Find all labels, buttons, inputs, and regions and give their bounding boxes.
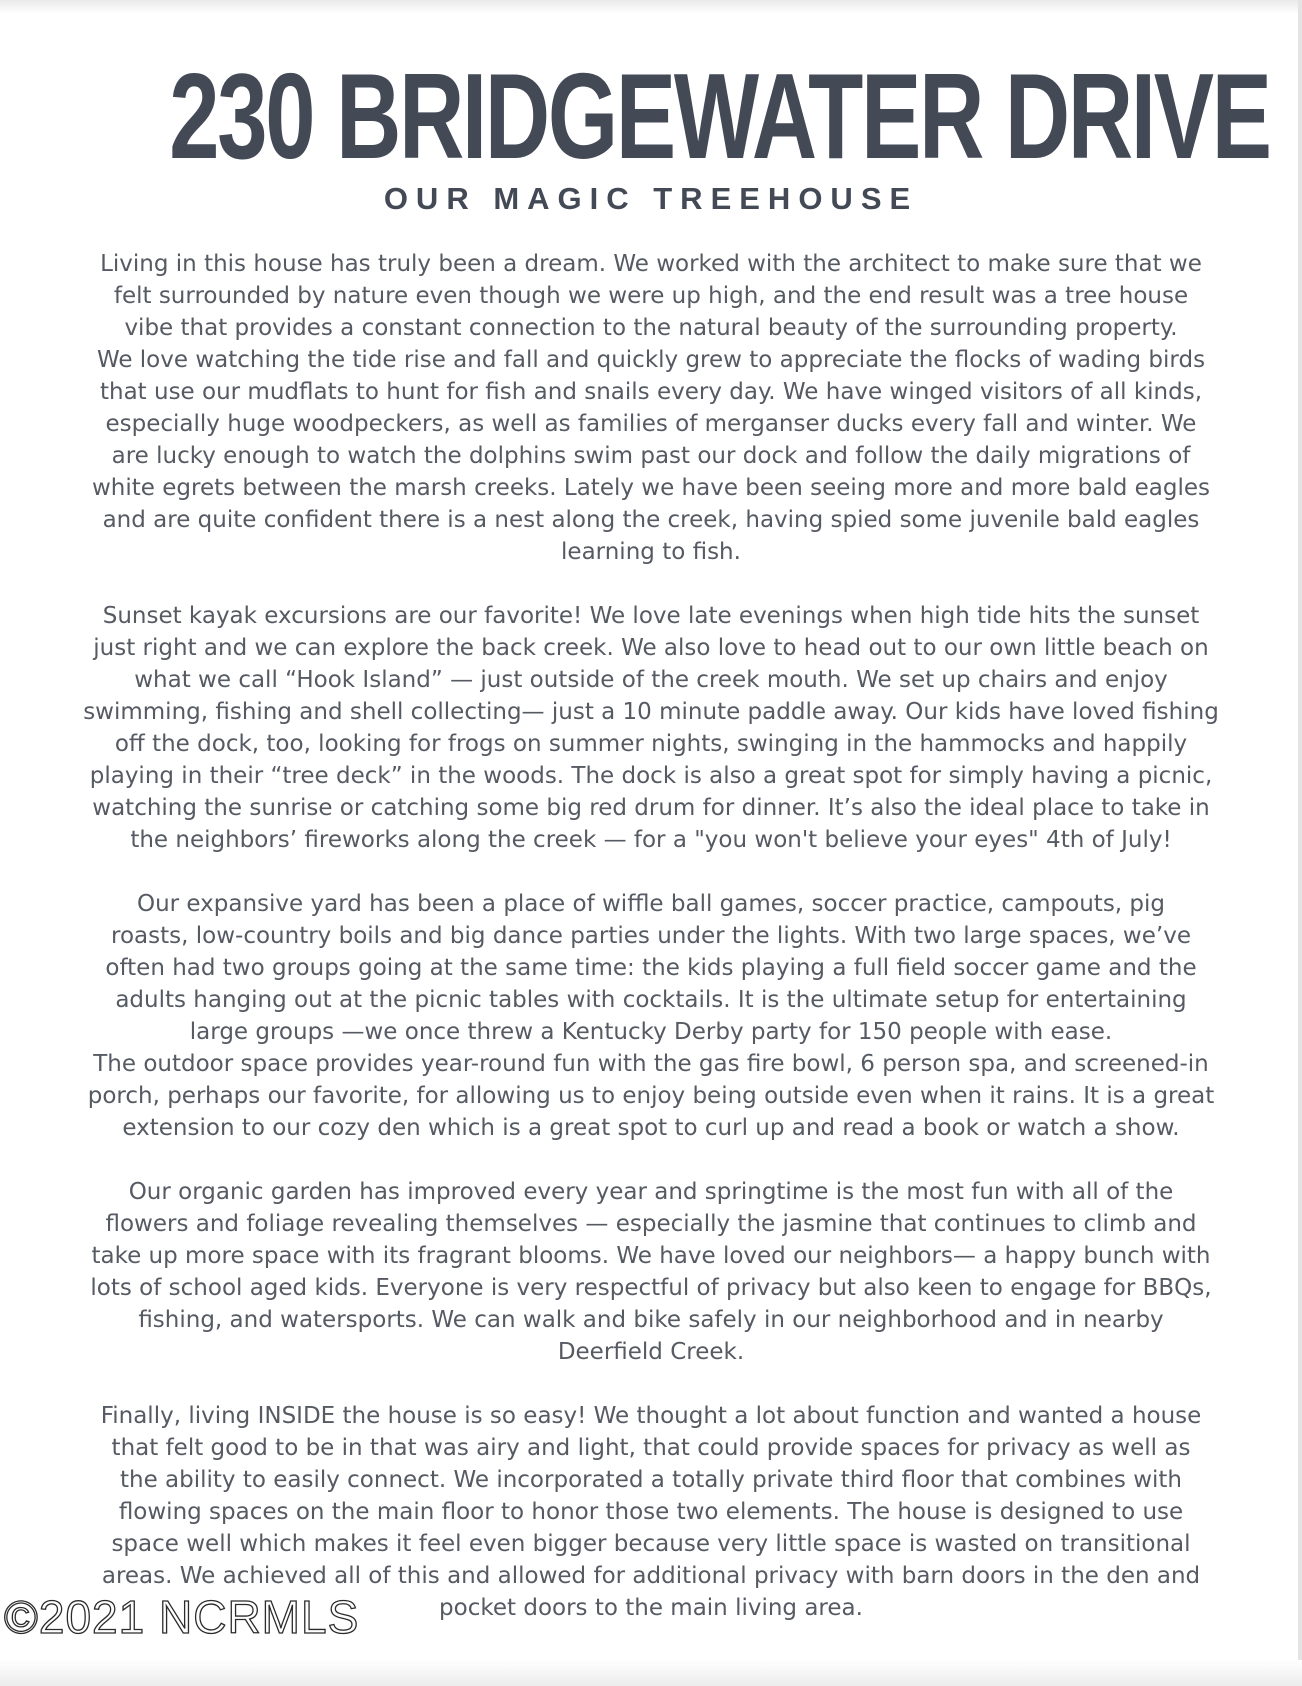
top-shadow bbox=[0, 0, 1302, 14]
bottom-shadow bbox=[0, 1660, 1302, 1686]
text-line: what we call “Hook Island” — just outside of the creek mouth. We set up chairs and enjoy bbox=[134, 667, 1168, 693]
text-line: white egrets between the marsh creeks. Lately we have been seeing more and more bald eagles bbox=[92, 475, 1210, 501]
text-line: areas. We achieved all of this and allowed for additional privacy with barn doors in the den and bbox=[101, 1563, 1201, 1589]
mls-watermark: ©2021 NCRMLS bbox=[4, 1591, 360, 1643]
text-line: Deerfield Creek. bbox=[557, 1339, 745, 1365]
text-line: lots of school aged kids. Everyone is very respectful of privacy but also keen to engage for BBQs, bbox=[90, 1275, 1212, 1301]
text-line: We love watching the tide rise and fall and quickly grew to appreciate the flocks of wading birds bbox=[96, 347, 1206, 373]
text-line: especially huge woodpeckers, as well as families of merganser ducks every fall and winter. We bbox=[105, 411, 1197, 437]
text-line: playing in their “tree deck” in the woods. The dock is also a great spot for simply having a picnic, bbox=[89, 763, 1213, 789]
text-line: are lucky enough to watch the dolphins swim past our dock and follow the daily migrations of bbox=[111, 443, 1191, 469]
text-line: large groups —we once threw a Kentucky Derby party for 150 people with ease. bbox=[189, 1019, 1113, 1045]
paragraph bbox=[66, 248, 1236, 568]
page-title: 230 BRIDGEWATER DRIVE bbox=[169, 48, 1270, 184]
text-line: take up more space with its fragrant blooms. We have loved our neighbors— a happy bunch with bbox=[91, 1243, 1211, 1269]
text-line: pocket doors to the main living area. bbox=[439, 1595, 863, 1621]
paragraph bbox=[66, 888, 1236, 1144]
text-line: porch, perhaps our favorite, for allowing us to enjoy being outside even when it rains. It is a great bbox=[87, 1083, 1215, 1109]
paragraph bbox=[66, 1176, 1236, 1368]
text-line: fishing, and watersports. We can walk and bike safely in our neighborhood and in nearby bbox=[138, 1307, 1164, 1333]
text-line: and are quite confident there is a nest along the creek, having spied some juvenile bald eagles bbox=[102, 507, 1200, 533]
page-edge bbox=[1298, 0, 1302, 1686]
text-line: often had two groups going at the same time: the kids playing a full field soccer game and the bbox=[105, 955, 1197, 981]
text-line: flowing spaces on the main floor to honor those two elements. The house is designed to use bbox=[118, 1499, 1184, 1525]
text-line: the neighbors’ fireworks along the creek — for a "you won't believe your eyes" 4th of July! bbox=[130, 827, 1172, 853]
text-line: Our organic garden has improved every year and springtime is the most fun with all of the bbox=[128, 1179, 1174, 1205]
body-text bbox=[66, 248, 1236, 1624]
text-line: felt surrounded by nature even though we were up high, and the end result was a tree house bbox=[113, 283, 1189, 309]
text-line: flowers and foliage revealing themselves — especially the jasmine that continues to climb and bbox=[105, 1211, 1197, 1237]
text-line: learning to fish. bbox=[561, 539, 741, 565]
text-line: watching the sunrise or catching some big red drum for dinner. It’s also the ideal place to take in bbox=[92, 795, 1210, 821]
paragraph bbox=[66, 600, 1236, 856]
text-line: vibe that provides a constant connection to the natural beauty of the surrounding property. bbox=[124, 315, 1178, 341]
text-line: adults hanging out at the picnic tables with cocktails. It is the ultimate setup for entertaining bbox=[115, 987, 1187, 1013]
text-line: space well which makes it feel even bigger because very little space is wasted on transitional bbox=[111, 1531, 1191, 1557]
text-line: The outdoor space provides year-round fun with the gas fire bowl, 6 person spa, and screened-in bbox=[93, 1051, 1209, 1077]
text-line: off the dock, too, looking for frogs on summer nights, swinging in the hammocks and happily bbox=[114, 731, 1188, 757]
text-line: Finally, living INSIDE the house is so easy! We thought a lot about function and wanted a house bbox=[100, 1403, 1202, 1429]
text-line: Sunset kayak excursions are our favorite! We love late evenings when high tide hits the sunset bbox=[102, 603, 1200, 629]
text-line: extension to our cozy den which is a great spot to curl up and read a book or watch a show. bbox=[122, 1115, 1180, 1141]
text-line: that use our mudflats to hunt for fish and snails every day. We have winged visitors of all kinds, bbox=[99, 379, 1203, 405]
text-line: Our expansive yard has been a place of wiffle ball games, soccer practice, campouts, pig bbox=[136, 891, 1166, 917]
text-line: that felt good to be in that was airy and light, that could provide spaces for privacy as well as bbox=[111, 1435, 1191, 1461]
text-line: Living in this house has truly been a dream. We worked with the architect to make sure that we bbox=[100, 251, 1202, 277]
text-line: swimming, fishing and shell collecting— just a 10 minute paddle away. Our kids have loved fishing bbox=[83, 699, 1219, 725]
text-line: the ability to easily connect. We incorporated a totally private third floor that combines with bbox=[119, 1467, 1183, 1493]
page-subtitle: OUR MAGIC TREEHOUSE bbox=[383, 181, 919, 216]
text-line: roasts, low-country boils and big dance parties under the lights. With two large spaces, we’ve bbox=[111, 923, 1191, 949]
text-line: just right and we can explore the back creek. We also love to head out to our own little beach on bbox=[93, 635, 1209, 661]
